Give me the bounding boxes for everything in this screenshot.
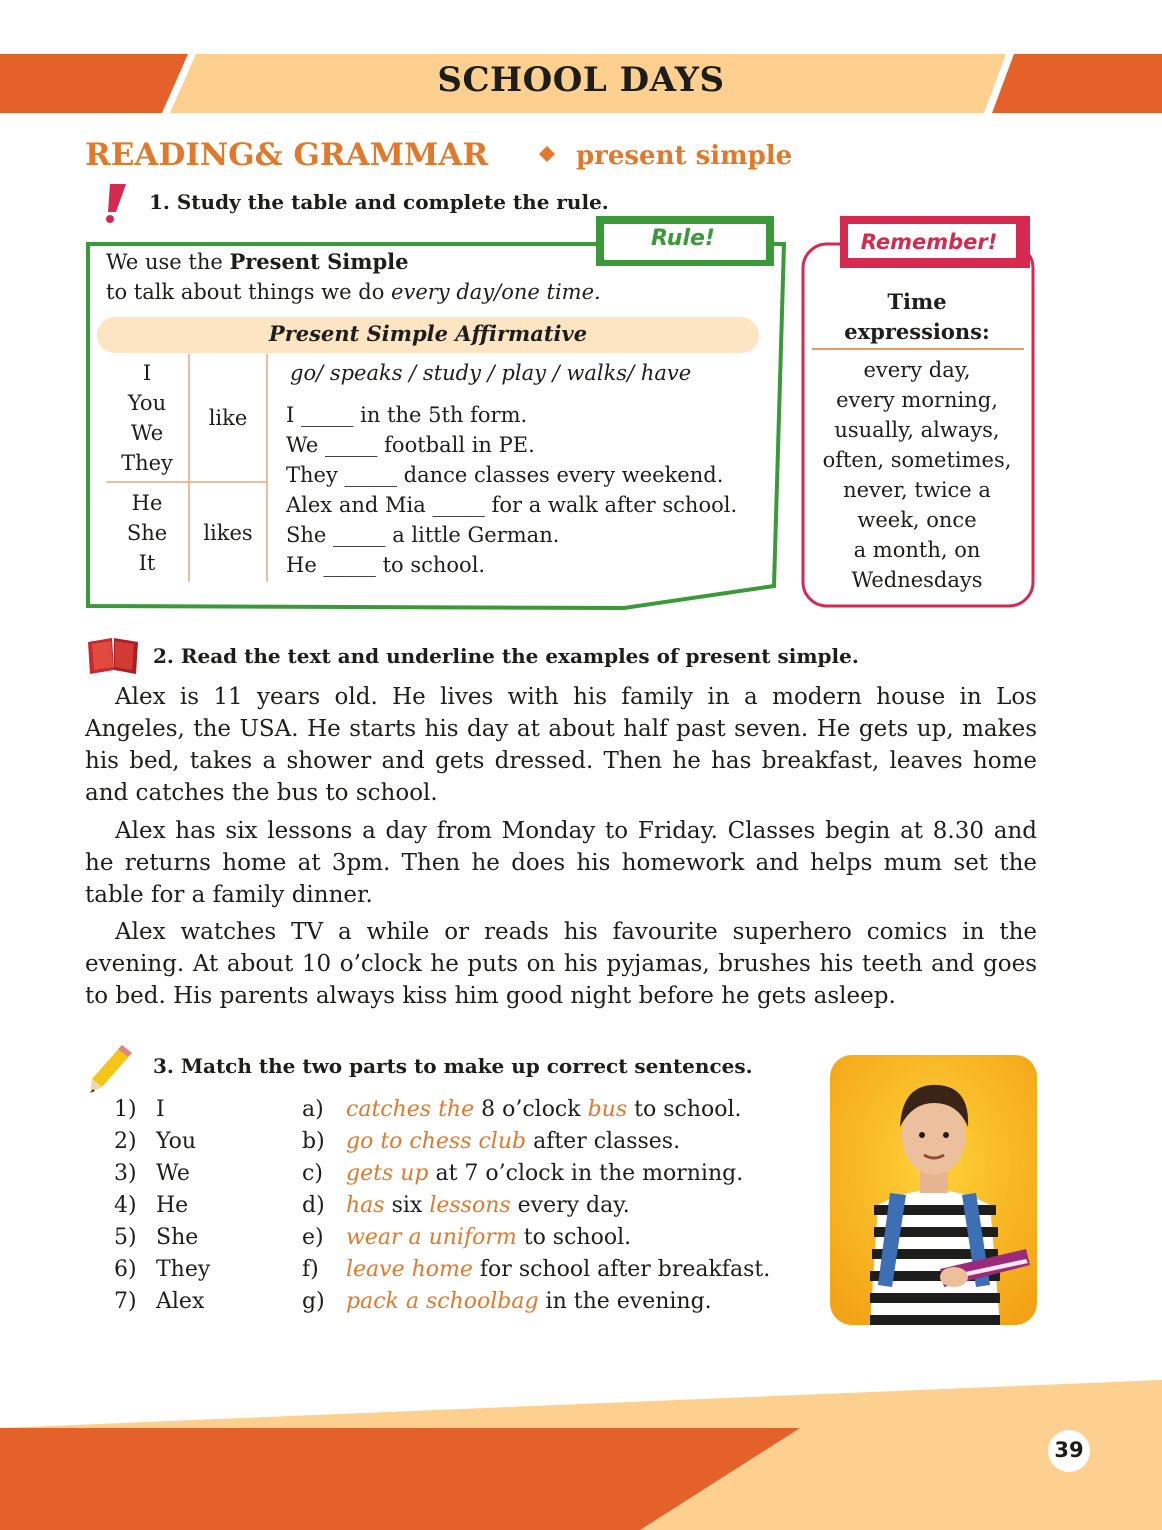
reading-paragraph: Alex is 11 years old. He lives with his family in a modern house in Los Angeles, the USA. He starts his day at about half past seven. He gets up, makes his bed, takes a shower and gets dressed. Then he has breakfast, leaves home and catches the bus to school. (85, 684, 1037, 806)
ending-text: every day. (510, 1193, 630, 1218)
schoolboy-photo (830, 1055, 1037, 1325)
rule-line-1: We use the Present Simple (106, 249, 409, 274)
highlighted-phrase: gets up (346, 1161, 429, 1186)
task2-instruction: 2. Read the text and underline the examples of present simple. (153, 644, 859, 668)
match-ending (346, 1257, 770, 1282)
task1-instruction: 1. Study the table and complete the rule. (149, 190, 609, 214)
pronoun: She (126, 521, 168, 545)
verb-list: go/ speaks / study / play / walks/ have (290, 361, 692, 385)
match-ending (346, 1289, 712, 1314)
task3-instruction: 3. Match the two parts to make up correct sentences. (153, 1054, 753, 1078)
ending-text: 8 o’clock (474, 1097, 588, 1122)
match-subject: They (156, 1257, 211, 1282)
gap-sentence: We _____ football in PE. (286, 433, 535, 457)
ending-text: to school. (516, 1225, 632, 1250)
time-expression: usually, always, (834, 418, 1000, 442)
reading-paragraph: Alex watches TV a while or reads his favourite superhero comics in the evening. At about 10 o’clock he puts on his pyjamas, brushes his teeth and goes to bed. His parents always kiss him good night before he gets asleep. (85, 919, 1037, 1009)
remember-heading: Time expressions: (844, 289, 990, 344)
match-letter: f) (302, 1257, 319, 1282)
gap-sentence: I _____ in the 5th form. (286, 403, 528, 427)
rule-tag: Rule! (651, 226, 715, 251)
match-subject: She (156, 1225, 199, 1250)
match-letter: e) (302, 1225, 324, 1250)
match-number: 7) (114, 1289, 137, 1314)
match-letter: g) (302, 1289, 325, 1314)
highlighted-phrase: go to chess club (346, 1129, 527, 1154)
match-subject: I (156, 1097, 165, 1122)
pronoun: You (127, 391, 167, 415)
time-expression: often, sometimes, (822, 448, 1012, 472)
remember-tag: Remember! (860, 230, 998, 254)
time-expression: a month, on (853, 538, 981, 562)
highlighted-phrase: has (346, 1193, 385, 1218)
gap-sentence: She _____ a little German. (286, 523, 560, 547)
section-title: READING& GRAMMAR (85, 137, 489, 173)
match-number: 6) (114, 1257, 137, 1282)
match-ending (346, 1097, 742, 1122)
ending-text: in the evening. (538, 1289, 712, 1314)
match-ending (346, 1129, 680, 1154)
table-heading: Present Simple Affirmative (268, 321, 588, 346)
footer-band (0, 1380, 1162, 1530)
ending-text: after classes. (526, 1129, 681, 1154)
pronoun: They (121, 451, 173, 475)
match-subject: You (156, 1129, 197, 1154)
match-letter: d) (302, 1193, 325, 1218)
page-header-title: SCHOOL DAYS (437, 60, 725, 100)
pronoun: He (131, 491, 163, 515)
time-expression: every day, (863, 358, 971, 382)
match-number: 1) (114, 1097, 137, 1122)
page-number: 39 (1054, 1438, 1084, 1462)
match-subject: We (156, 1161, 190, 1186)
book-icon (86, 636, 140, 676)
diamond-icon (539, 146, 555, 162)
gap-sentence: He _____ to school. (286, 553, 486, 577)
match-ending (346, 1225, 631, 1250)
match-number: 3) (114, 1161, 137, 1186)
highlighted-phrase: leave home (346, 1257, 473, 1282)
highlighted-phrase: bus (587, 1097, 628, 1122)
section-subtitle: present simple (576, 141, 793, 171)
rule-line-2: to talk about things we do every day/one time. (106, 280, 601, 304)
time-expression: never, twice a (843, 478, 991, 502)
verb-singular: likes (203, 521, 253, 545)
match-letter: c) (302, 1161, 323, 1186)
match-subject: Alex (156, 1289, 205, 1314)
reading-paragraph: Alex has six lessons a day from Monday to Friday. Classes begin at 8.30 and he returns home at 3pm. Then he does his homework and helps mum set the table for a family dinner. (85, 818, 1037, 908)
verb-plural: like (208, 406, 248, 430)
match-number: 5) (114, 1225, 137, 1250)
highlighted-phrase: lessons (429, 1193, 511, 1218)
pencil-icon (88, 1043, 136, 1095)
ending-text: at 7 o’clock in the morning. (428, 1161, 744, 1186)
match-number: 2) (114, 1129, 137, 1154)
time-expression: every morning, (836, 388, 998, 412)
match-ending (346, 1193, 630, 1218)
pronoun: We (130, 421, 164, 445)
ending-text: to school. (627, 1097, 742, 1122)
gap-sentence: They _____ dance classes every weekend. (286, 463, 724, 487)
pronoun: It (138, 551, 156, 575)
time-expression: Wednesdays (851, 568, 983, 592)
highlighted-phrase: wear a uniform (346, 1225, 517, 1250)
match-number: 4) (114, 1193, 137, 1218)
highlighted-phrase: catches the (346, 1097, 475, 1122)
ending-text: six (384, 1193, 430, 1218)
time-expression: week, once (857, 508, 977, 532)
match-subject: He (156, 1193, 189, 1218)
gap-sentence: Alex and Mia _____ for a walk after school. (286, 493, 738, 517)
highlighted-phrase: pack a schoolbag (346, 1289, 539, 1314)
pronoun: I (142, 361, 152, 385)
match-letter: b) (302, 1129, 325, 1154)
match-letter: a) (302, 1097, 324, 1122)
match-ending (346, 1161, 743, 1186)
ending-text: for school after breakfast. (472, 1257, 771, 1282)
